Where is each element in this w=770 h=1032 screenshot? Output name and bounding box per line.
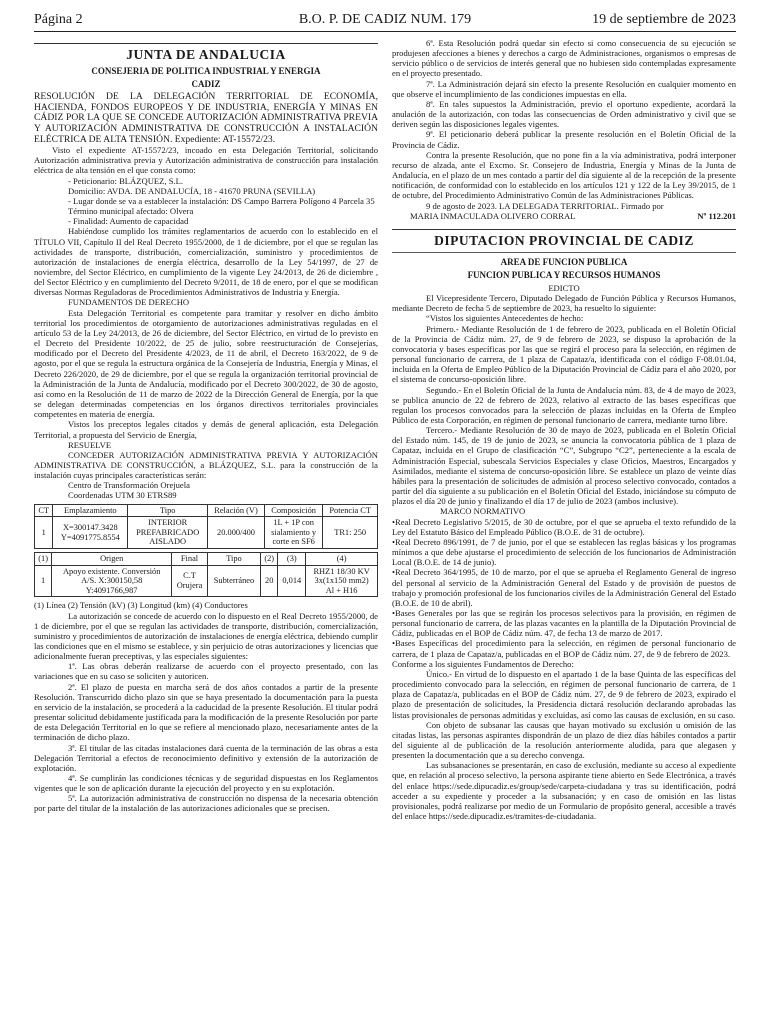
- table-cell: 1: [35, 517, 53, 549]
- paragraph: 9 de agosto de 2023. LA DELEGADA TERRITORIAL. Firmado por: [426, 200, 664, 211]
- detail-line: Domicilio: AVDA. DE ANDALUCÍA, 18 - 41670 PRUNA (SEVILLA): [68, 185, 316, 196]
- section-rule: [392, 252, 736, 253]
- paragraph: 6ª. Esta Resolución podrá quedar sin efecto si como consecuencia de su ejecución se produjesen afecciones a bienes y derechos a cargo de Administraciones, organismos o empresas de servicio público o de servicios de interés general que no hubiesen sido contempladas expresamente en el proyecto presentado.: [392, 38, 736, 79]
- table-header-row: [35, 552, 378, 565]
- heading-resuelve: RESUELVE: [68, 439, 112, 450]
- detail-line: Término municipal afectado: Olvera: [68, 206, 194, 217]
- table-cell: X=300147.3428 Y=4091775.8554: [53, 517, 128, 549]
- detail-line: - Peticionario: BLÁZQUEZ, S.L.: [68, 175, 184, 186]
- table-header: Tipo: [128, 504, 208, 517]
- section-rule: [34, 43, 378, 44]
- paragraph: Contra la presente Resolución, que no pone fin a la vía administrativa, podrá interponer recurso de alzada, ante el Excmo. Sr. Consejero de Industria, Energía y Minas de la Junta de Andalucía, en el plazo de un mes contado a partir del día siguiente al de la recepción de la presente notificación, de conformidad con lo establecido en los artículos 121 y 122 de la Ley 39/2015, de 1 de octubre, del Procedimiento Administrativo Común de las Administraciones Públicas.: [392, 149, 736, 201]
- section-title-junta: JUNTA DE ANDALUCIA: [126, 47, 286, 62]
- table-header: Emplazamiento: [53, 504, 128, 517]
- table-header: (3): [278, 552, 306, 565]
- table-header: Final: [172, 552, 208, 565]
- page-header: [34, 12, 736, 32]
- table-header: Potencia CT: [323, 504, 378, 517]
- table-header: Tipo: [207, 552, 260, 565]
- paragraph: 1ª. Las obras deberán realizarse de acuerdo con el proyecto presentado, con las variaciones que en su caso se soliciten y autoricen.: [34, 661, 378, 682]
- signature-line: [392, 211, 736, 221]
- paragraph: El Vicepresidente Tercero, Diputado Delegado de Función Pública y Recursos Humanos, mediante Decreto de fecha 5 de septiembre de 2023, ha resuelto lo siguiente:: [392, 293, 736, 314]
- left-column: [34, 38, 378, 1032]
- table-header: (4): [306, 552, 378, 565]
- signatory-name: MARIA INMACULADA OLIVERO CORRAL: [410, 210, 576, 221]
- list-item: • Real Decreto Legislativo 5/2015, de 30 de octubre, por el que se aprueba el texto refundido de la Ley del Estatuto Básico del Empleado Público (B.O.E. de 31 de octubre).: [392, 517, 736, 537]
- paragraph: Primero.- Mediante Resolución de 1 de febrero de 2023, publicada en el Boletín Oficial de la Provincia de Cádiz núm. 27, de 9 de febrero de 2023, se dispuso la aprobación de la convocatoria y bases específicas por las que se regirá el proceso para la selección, en régimen de personal funcionario de carrera, de 1 plaza de Capataz/a, identificada con el código F-08.01.04, incluida en la Oferta de Empleo Público de la Diputación Provincial de Cádiz para el año 2020, por el sistema de concurso-oposición libre.: [392, 323, 736, 385]
- section-title-diputacion: DIPUTACION PROVINCIAL DE CADIZ: [434, 232, 694, 248]
- table-cell: 20.000/400: [208, 517, 265, 549]
- table-header: Relación (V): [208, 504, 265, 517]
- paragraph: 4ª. Se cumplirán las condiciones técnicas y de seguridad dispuestas en los Reglamentos vigentes que le son de aplicación durante la ejecución del proyecto y en su explotación.: [34, 773, 378, 794]
- resolution-title: RESOLUCIÓN DE LA DELEGACIÓN TERRITORIAL DE ECONOMÍA, HACIENDA, FONDOS EUROPEOS Y DE INDUSTRIA, ENERGÍA Y MINAS EN CÁDIZ POR LA QUE SE CONCEDE AUTORIZACIÓN ADMINISTRATIVA PREVIA Y AUTORIZACIÓN ADMINISTRATIVA DE CONSTRUCCIÓN A INSTALACIÓN ELÉCTRICA DE ALTA TENSIÓN. Expediente: AT-15572/23.: [34, 91, 378, 145]
- bulletin-date: 19 de septiembre de 2023: [592, 12, 736, 27]
- area-subtitle: FUNCION PUBLICA Y RECURSOS HUMANOS: [467, 269, 661, 280]
- table-header: (2): [261, 552, 278, 565]
- announcement-number: Nº 112.201: [697, 210, 736, 221]
- heading-fundamentos: FUNDAMENTOS DE DERECHO: [68, 297, 190, 308]
- table-cell: 1: [35, 565, 52, 597]
- table-header: CT: [35, 504, 53, 517]
- right-column: [392, 38, 736, 1032]
- heading-marco: MARCO NORMATIVO: [440, 506, 526, 517]
- detail-line: - Lugar donde se va a establecer la instalación: DS Campo Barrera Polígono 4 Parcela 35: [68, 195, 375, 206]
- table-header: Origen: [52, 552, 172, 565]
- table-row: [35, 517, 378, 549]
- table-header-row: [35, 504, 378, 517]
- paragraph: Único.- En virtud de lo dispuesto en el apartado 1 de la base Quinta de las específicas del procedimiento convocado para la selección, en régimen de personal funcionario de carrera, de 1 plaza de Capataz/a, publicadas en el BOP de Cádiz núm. 27, de 9 de febrero de 2023, expirado el plazo de presentación de solicitudes, la Presidencia dictará resolución declarando aprobadas las listas provisionales de personas admitidas y excluidas, así como las causas de exclusión, en su caso.: [392, 668, 736, 720]
- ct-name: Centro de Transformación Orejuela: [68, 480, 190, 491]
- detail-line: - Finalidad: Aumento de capacidad: [68, 216, 189, 227]
- ct-coordinates: Coordenadas UTM 30 ETRS89: [68, 490, 177, 501]
- paragraph: Conforme a los siguientes Fundamentos de Derecho:: [392, 658, 574, 669]
- table-row: [35, 565, 378, 597]
- consejeria-title: CONSEJERIA DE POLITICA INDUSTRIAL Y ENERGIA: [91, 66, 321, 77]
- table-cell: TR1: 250: [323, 517, 378, 549]
- list-item: • Bases Generales por las que se regirán los procesos selectivos para la provisión, en régimen de personal funcionario de carrera, de las plazas vacantes en la plantilla de la Diputación Provincial de Cádiz, publicadas en el BOP de Cádiz núm. 47, de fecha 13 de marzo de 2017.: [392, 608, 736, 638]
- paragraph: 2ª. El plazo de puesta en marcha será de dos años contados a partir de la presente Resolución. Transcurrido dicho plazo sin que se haya presentado la documentación para la puesta en servicio de la instalación, se procederá a la caducidad de la presente Resolución. El titular podrá presentar solicitud debidamente justificada para la modificación de la presente Resolución por parte de esta Delegación Territorial en lo que se refiere al mencionado plazo, necesariamente antes de la terminación de dicho plazo.: [34, 681, 378, 743]
- paragraph: “Vistos los siguientes Antecedentes de hecho:: [426, 313, 584, 324]
- paragraph: Visto el expediente AT-15572/23, incoado en esta Delegación Territorial, solicitando Autorización administrativa previa y Autorización administrativa de construcción para instalación eléctrica de alta tensión en el que consta como:: [34, 145, 378, 176]
- columns: [34, 38, 736, 1032]
- paragraph: CONCEDER AUTORIZACIÓN ADMINISTRATIVA PREVIA Y AUTORIZACIÓN ADMINISTRATIVA DE CONSTRUCCIÓN, a BLÁZQUEZ, S.L. para la construcción de la instalación cuyas principales características serán:: [34, 449, 378, 481]
- paragraph: 9ª. El peticionario deberá publicar la presente resolución en el Boletín Oficial de la Provincia de Cádiz.: [392, 129, 736, 150]
- table-cell: 0,014: [278, 565, 306, 597]
- table-cell: Apoyo existente. Conversión A/S. X:300150,58 Y:4091766,987: [52, 565, 172, 597]
- paragraph: La autorización se concede de acuerdo con lo dispuesto en el Real Decreto 1955/2000, de 1 de diciembre, por el que se regulan las actividades de transporte, distribución, comercialización, suministro y procedimientos de autorización de instalaciones de energía eléctrica, debiendo cumplir las condiciones que en el mismo se establece, y sin perjuicio de otras autorizaciones y licencias que adicionalmente fueran preceptivas, y las especiales siguientes:: [34, 610, 378, 662]
- table-cell: 1L + 1P con sialamiento y corte en SF6: [264, 517, 322, 549]
- list-item: • Real Decreto 364/1995, de 10 de marzo, por el que se aprueba el Reglamento General de ingreso del personal al servicio de la Administración General del Estado y de provisión de puestos de trabajo y promoción profesional de los funcionarios civiles de la Administración General del Estado (B.O.E. de 10 de abril).: [392, 567, 736, 608]
- table-header: Composición: [264, 504, 322, 517]
- paragraph: 3ª. El titular de las citadas instalaciones dará cuenta de la terminación de las obras a esta Delegación Territorial a efectos de reconocimiento definitivo y extensión de la autorización de explotación.: [34, 742, 378, 773]
- edicto-label: EDICTO: [548, 282, 580, 293]
- consejeria-subtitle: CADIZ: [191, 79, 221, 90]
- paragraph: Segundo.- En el Boletín Oficial de la Junta de Andalucía núm. 83, de 4 de mayo de 2023, se publica anuncio de 22 de febrero de 2023, relativo al extracto de las bases específicas que regulan los procesos convocados para la selección de plazas incluidas en la Oferta de Empleo Público de esta Corporación, en régimen de personal funcionario de carrera, mediante turno libre.: [392, 384, 736, 425]
- line-table: [34, 552, 378, 597]
- paragraph: 5ª. La autorización administrativa de construcción no dispensa de la necesaria obtención por parte del titular de la instalación de las autorizaciones adicionales que se precisen.: [34, 793, 378, 814]
- table-cell: INTERIOR PREFABRICADO AISLADO: [128, 517, 208, 549]
- paragraph: Tercero.- Mediante Resolución de 30 de mayo de 2023, publicada en el Boletín Oficial del Estado núm. 145, de 19 de junio de 2023, se anuncia la convocatoria pública de 1 plaza de Capataz, incluida en el Grupo de clasificación “C”, Subgrupo “C2”, perteneciente a la escala de Administración Especial, subescala Servicios Especiales y clase Oficios, Maestros, Encargados y Asimilados, mediante el sistema de concurso-oposición libre. Se establece un plazo de veinte días hábiles para la presentación de solicitudes de admisión al proceso selectivo convocado, contados a partir del día siguiente a su publicación en el Boletín Oficial del Estado, iniciándose su cómputo de plazos el día 20 de junio y finalizando el día 17 de julio de 2023 (ambos inclusive).: [392, 425, 736, 507]
- list-item: • Real Decreto 896/1991, de 7 de junio, por el que se establecen las reglas básicas y los programas mínimos a que debe ajustarse el procedimiento de selección de los funcionarios de Administración Local (B.O.E. de 14 de junio).: [392, 537, 736, 567]
- area-title: AREA DE FUNCION PUBLICA: [500, 256, 628, 267]
- paragraph: Habiéndose cumplido los trámites reglamentarios de acuerdo con lo establecido en el TÍTULO VII, Capítulo II del Real Decreto 1955/2000, de 1 de diciembre, por el que se regulan las actividades de transporte, distribución, comercialización, suministro y procedimientos de autorización de instalaciones de energía eléctrica, desarrollo de la Ley 54/1997, de 27 de noviembre, del Sector Eléctrico, en cumplimiento de la vigente Ley 24/2013, de 26 de diciembre , del Sector Eléctrico y en cumplimiento del Decreto 9/2011, de 18 de enero, por el que se modifican diversas Normas Reguladoras de Procedimientos Administrativos de Industria y Energía.: [34, 226, 378, 298]
- table-cell: Subterráneo: [207, 565, 260, 597]
- table-cell: C.T Orujera: [172, 565, 208, 597]
- paragraph: Esta Delegación Territorial es competente para tramitar y resolver en dicho ámbito territorial los procedimientos de otorgamiento de autorizaciones administrativas reguladas en el artículo 53 de la Ley 24/2013, de 26 de diciembre, del Sector Eléctrico, en virtud de lo previsto en el Decreto del Presidente 10/2022, de 25 de julio, sobre reestructuración de Consejerías, modificado por el Decreto del Presidente 4/2023, de 11 de abril, el Decreto 163/2022, de 9 de agosto, por el que se regula la estructura orgánica de la Consejería de Industria, Energía y Minas, el Decreto 226/2020, de 29 de diciembre, por el que se regula la organización territorial provincial de la Administración de la Junta de Andalucía, modificado por el Decreto 300/2022, de 30 de agosto, así como en la Resolución de 11 de marzo de 2022 de la Dirección General de Energía, por la que se delegan determinadas competencias en los órganos directivos territoriales provinciales competentes en materia de energía.: [34, 307, 378, 420]
- table-header: (1): [35, 552, 52, 565]
- bulletin-title: B.O. P. DE CADIZ NUM. 179: [298, 12, 472, 27]
- table-cell: RHZ1 18/30 KV 3x(1x150 mm2) Al + H16: [306, 565, 378, 597]
- section-rule: [392, 229, 736, 230]
- page-number: Página 2: [34, 12, 83, 27]
- table-cell: 20: [261, 565, 278, 597]
- paragraph: Vistos los preceptos legales citados y demás de general aplicación, esta Delegación Territorial, a propuesta del Servicio de Energía,: [34, 419, 378, 440]
- list-item: • Bases Específicas del procedimiento para la selección, en régimen de personal funcionario de carrera, de 1 plaza de Capataz/a, publicadas en el BOP de Cádiz núm. 27, de 9 de febrero de 2023.: [392, 638, 736, 658]
- paragraph: Las subsanaciones se presentarán, en caso de exclusión, mediante su acceso al expediente que, en relación al proceso selectivo, la persona aspirante tiene abierto en Sede Electrónica, a través del enlace https://sede.dipucadiz.es/group/sede/carpeta-ciudadana y tras su identificación, podrá acceder a su expediente y proceder a la subsanación; y en caso de omisión en las listas provisionales, podrá realizarse por medio de un Formulario de propósito general, accesible a través del enlace https://sede.dipucadiz.es/tramites-de-ciudadania.: [392, 760, 736, 822]
- ct-table: [34, 504, 378, 549]
- paragraph: Con objeto de subsanar las causas que hayan motivado su exclusión u omisión de las citadas listas, las personas aspirantes dispondrán de un plazo de diez días hábiles contados a partir del siguiente al de publicación de la resolución anteriormente aludida, para que alegasen y presenten la documentación que a su derecho convenga.: [392, 719, 736, 761]
- paragraph: 8ª. En tales supuestos la Administración, previo el oportuno expediente, acordará la anulación de la autorización, con todas las consecuencias de Orden administrativo y civil que se deriven según las disposiciones legales vigentes.: [392, 98, 736, 130]
- paragraph: 7ª. La Administración dejará sin efecto la presente Resolución en cualquier momento en que observe el incumplimiento de las condiciones impuestas en ella.: [392, 78, 736, 99]
- table-legend: (1) Línea (2) Tensión (kV) (3) Longitud (km) (4) Conductores: [34, 600, 248, 611]
